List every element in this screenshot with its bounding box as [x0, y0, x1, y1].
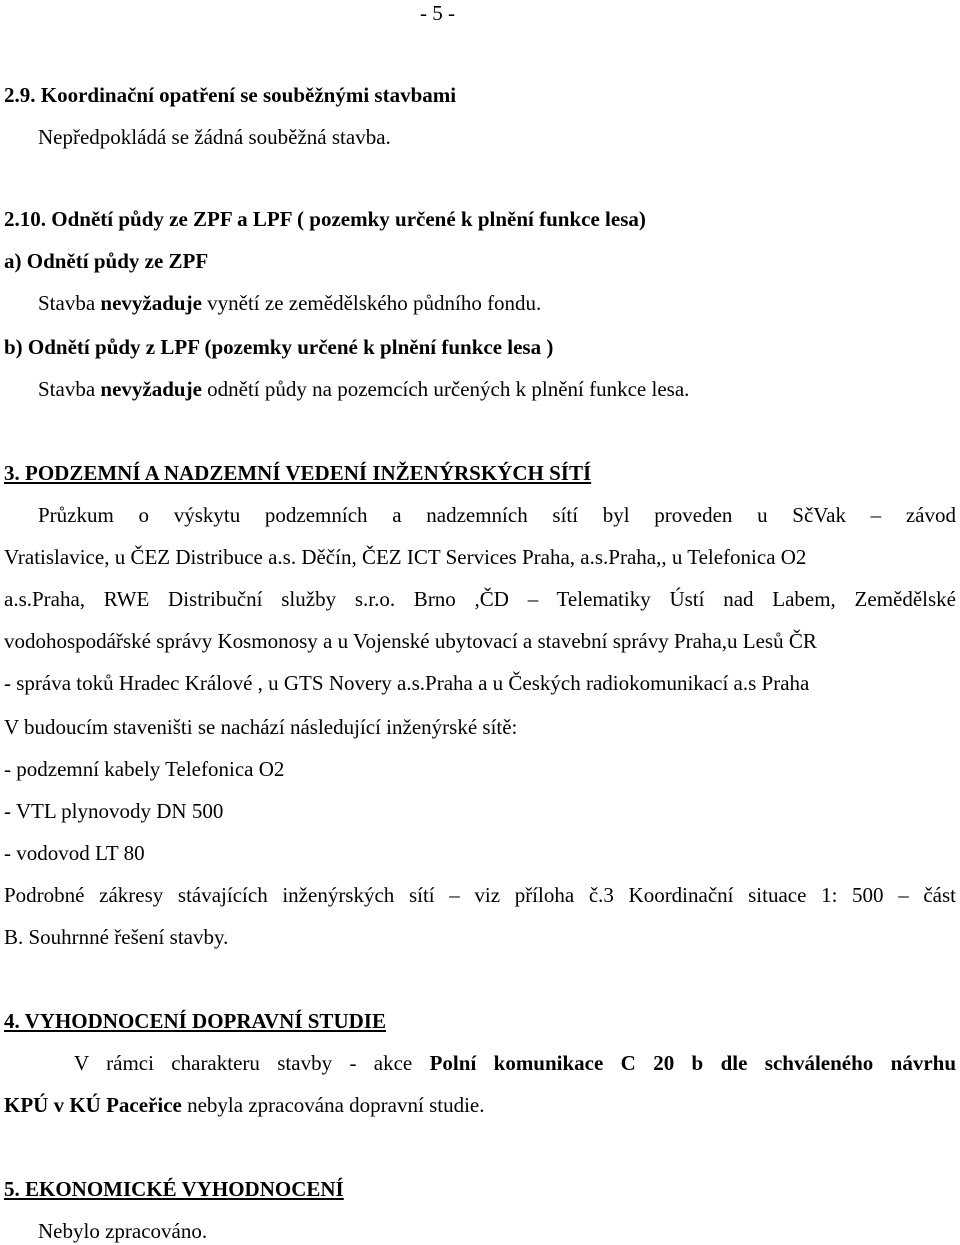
- text-3-p2: V budoucím staveništi se nachází následující inženýrské sítě:: [4, 715, 518, 739]
- text-4-line2-bold: KPÚ v KÚ Paceřice: [4, 1093, 182, 1117]
- text-3-p3-line1: Podrobné zákresy stávajících inženýrských sítí – viz příloha č.3 Koordinační situace 1: 500 – část: [4, 883, 956, 907]
- text-3-p1-line5: - správa toků Hradec Králové , u GTS Novery a.s.Praha a u Českých radiokomunikací a.s Praha: [4, 671, 810, 695]
- text-4-line1: [4, 1050, 956, 1076]
- text-2-10-b: [38, 376, 689, 402]
- text-4-line2-suffix: nebyla zpracována dopravní studie.: [181, 1093, 485, 1117]
- text-2-10-b-prefix: Stavba: [38, 377, 101, 401]
- text-2-10-a-bold: nevyžaduje: [100, 291, 202, 315]
- heading-2-10-a: a) Odnětí půdy ze ZPF: [4, 249, 209, 273]
- text-2-10-a-prefix: Stavba: [38, 291, 101, 315]
- text-3-p1-line1: Průzkum o výskytu podzemních a nadzemních sítí byl proveden u SčVak – závod: [38, 503, 956, 527]
- list-item: - podzemní kabely Telefonica O2: [4, 757, 285, 781]
- text-2-10-b-bold: nevyžaduje: [100, 377, 202, 401]
- page-number: - 5 -: [420, 1, 455, 25]
- text-2-10-a: [38, 290, 541, 316]
- text-2-10-a-suffix: vynětí ze zemědělského půdního fondu.: [201, 291, 542, 315]
- heading-2-10-b: b) Odnětí půdy z LPF (pozemky určené k plnění funkce lesa ): [4, 335, 554, 359]
- text-4-line2: [4, 1092, 484, 1118]
- heading-3: 3. PODZEMNÍ A NADZEMNÍ VEDENÍ INŽENÝRSKÝCH SÍTÍ: [4, 461, 592, 485]
- text-2-9: Nepředpokládá se žádná souběžná stavba.: [38, 125, 391, 149]
- heading-5: 5. EKONOMICKÉ VYHODNOCENÍ: [4, 1177, 344, 1201]
- text-3-p3-line2: B. Souhrnné řešení stavby.: [4, 925, 229, 949]
- text-3-p1-line3: a.s.Praha, RWE Distribuční služby s.r.o. Brno ,ČD – Telematiky Ústí nad Labem, Zemědělské: [4, 587, 956, 611]
- list-item: - VTL plynovody DN 500: [4, 799, 224, 823]
- text-5: Nebylo zpracováno.: [38, 1219, 208, 1243]
- text-4-line1-bold: Polní komunikace C 20 b dle schváleného návrhu: [429, 1051, 956, 1075]
- text-4-line1-prefix: V rámci charakteru stavby - akce: [74, 1051, 430, 1075]
- text-3-p1-line4: vodohospodářské správy Kosmonosy a u Vojenské ubytovací a stavební správy Praha,u Lesů ČR: [4, 629, 817, 653]
- heading-2-9: 2.9. Koordinační opatření se souběžnými stavbami: [4, 83, 457, 107]
- text-3-p1-line2: Vratislavice, u ČEZ Distribuce a.s. Děčín, ČEZ ICT Services Praha, a.s.Praha,, u Telefonica O2: [4, 545, 807, 569]
- heading-2-10: 2.10. Odnětí půdy ze ZPF a LPF ( pozemky určené k plnění funkce lesa): [4, 207, 646, 231]
- text-2-10-b-suffix: odnětí půdy na pozemcích určených k plnění funkce lesa.: [201, 377, 690, 401]
- list-item: - vodovod LT 80: [4, 841, 145, 865]
- heading-4: 4. VYHODNOCENÍ DOPRAVNÍ STUDIE: [4, 1009, 386, 1033]
